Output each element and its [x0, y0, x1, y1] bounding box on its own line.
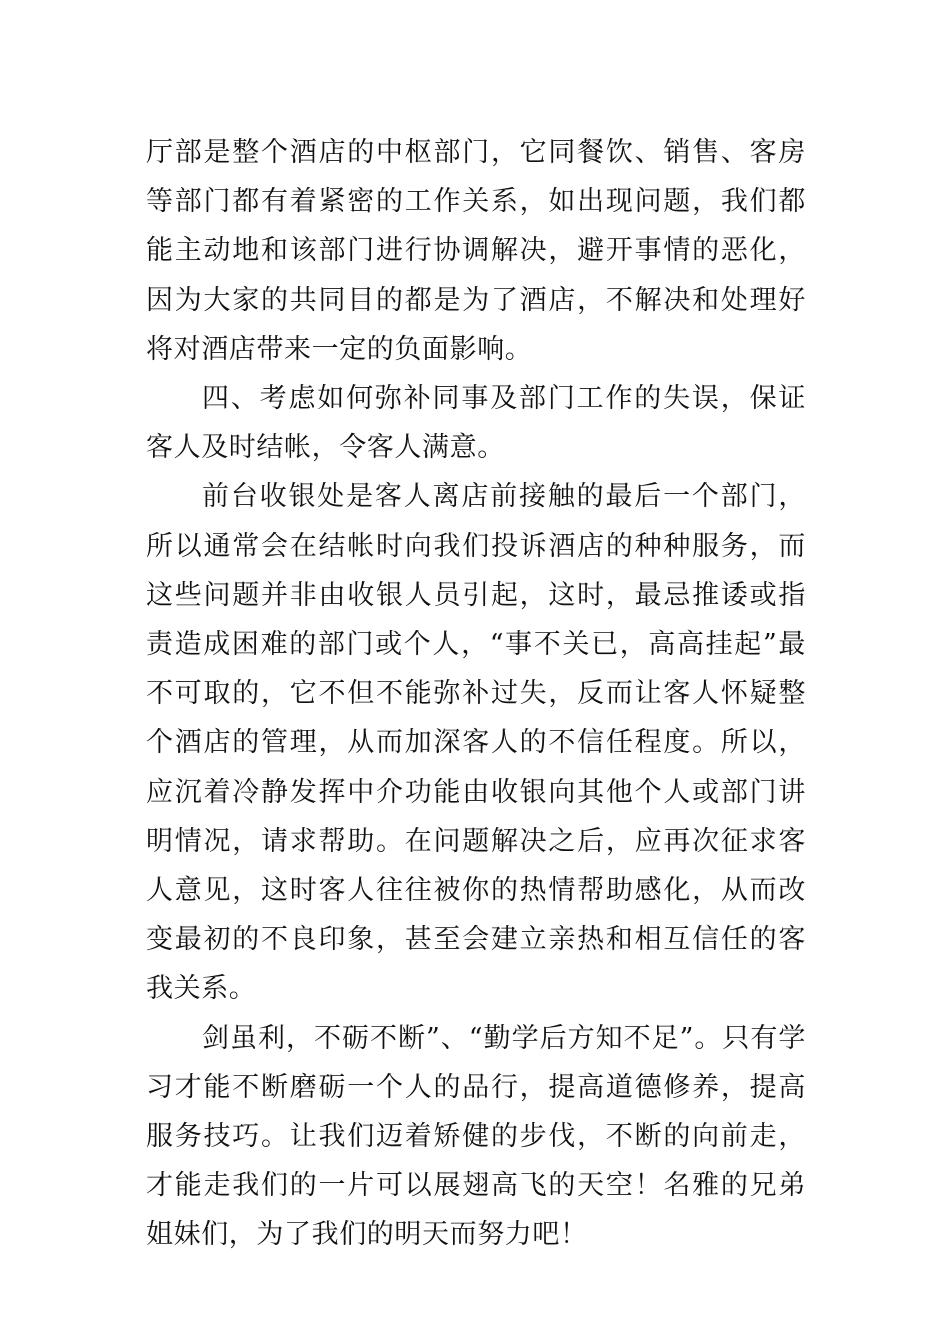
- paragraph-3: 前台收银处是客人离店前接触的最后一个部门，所以通常会在结帐时向我们投诉酒店的种种服务，而这些问题并非由收银人员引起，这时，最忌推诿或指责造成困难的部门或个人，“事不关已，高高挂起”最不可取的，它不但不能弥补过失，反而让客人怀疑整个酒店的管理，从而加深客人的不信任程度。所以，应沉着冷静发挥中介功能由收银向其他个人或部门讲明情况，请求帮助。在问题解决之后，应再次征求客人意见，这时客人往往被你的热情帮助感化，从而改变最初的不良印象，甚至会建立亲热和相互信任的客我关系。: [146, 481, 806, 1005]
- paragraph-4: 剑虽利，不砺不断”、“勤学后方知不足”。只有学习才能不断磨砺一个人的品行，提高道德修养，提高服务技巧。让我们迈着矫健的步伐，不断的向前走，才能走我们的一片可以展翅高飞的天空！名雅的兄弟姐妹们，为了我们的明天而努力吧！: [146, 1022, 806, 1251]
- document-body: [146, 128, 806, 1260]
- paragraph-1: 厅部是整个酒店的中枢部门，它同餐饮、销售、客房等部门都有着紧密的工作关系，如出现问题，我们都能主动地和该部门进行协调解决，避开事情的恶化，因为大家的共同目的都是为了酒店，不解决和处理好将对酒店带来一定的负面影响。: [146, 137, 806, 365]
- paragraph-2: 四、考虑如何弥补同事及部门工作的失误，保证客人及时结帐，令客人满意。: [146, 383, 806, 464]
